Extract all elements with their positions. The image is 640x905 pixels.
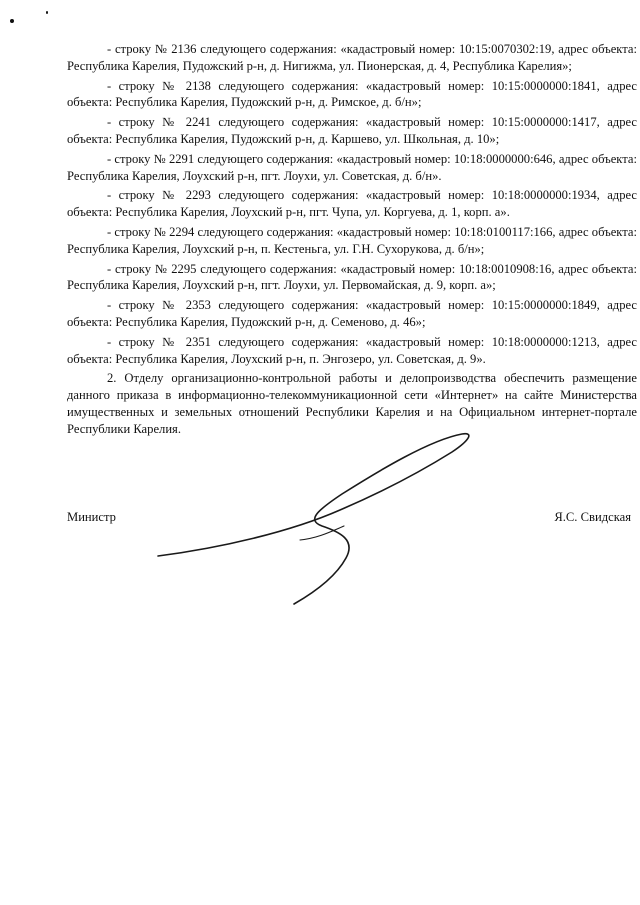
list-item: - строку № 2353 следующего содержания: «кадастровый номер: 10:15:0000000:1849, адрес объекта: Республика Карелия, Пудожский р-н, д. Семеново, д. 46»;	[67, 298, 637, 329]
signatory-name: Я.С. Свидская	[554, 510, 631, 524]
list-item: - строку № 2295 следующего содержания: «кадастровый номер: 10:18:0010908:16, адрес объекта: Республика Карелия, Лоухский р-н, пгт. Лоухи, ул. Первомайская, д. 9, корп. а»;	[67, 261, 637, 293]
scan-speck	[46, 11, 48, 14]
list-item: - строку № 2351 следующего содержания: «кадастровый номер: 10:18:0000000:1213, адрес объекта: Республика Карелия, Лоухский р-н, п. Энгозеро, ул. Советская, д. 9».	[67, 334, 637, 366]
list-item: - строку № 2241 следующего содержания: «кадастровый номер: 10:15:0000000:1417, адрес объекта: Республика Карелия, Пудожский р-н, д. Каршево, ул. Школьная, д. 10»;	[67, 115, 637, 146]
list-item: - строку № 2294 следующего содержания: «кадастровый номер: 10:18:0100117:166, адрес объекта: Республика Карелия, Лоухский р-н, п. Кестеньга, ул. Г.Н. Сухорукова, д. б/н»;	[67, 224, 637, 256]
paragraph-2: 2. Отделу организационно-контрольной работы и делопроизводства обеспечить размещение данного приказа в информационно-телекоммуникационной сети «Интернет» на сайте Министерства имущественных и земельных отношений Республики Карелия и на Официальном интернет-портале Республики Карелия.	[67, 371, 637, 436]
list-item: - строку № 2138 следующего содержания: «кадастровый номер: 10:15:0000000:1841, адрес объекта: Республика Карелия, Пудожский р-н, д. Римское, д. б/н»;	[67, 78, 637, 110]
scan-speck	[10, 19, 14, 23]
document-body	[67, 41, 637, 438]
list-item: - строку № 2291 следующего содержания: «кадастровый номер: 10:18:0000000:646, адрес объекта: Республика Карелия, Лоухский р-н, пгт. Лоухи, ул. Советская, д. б/н».	[67, 151, 637, 183]
signatory-title: Министр	[67, 510, 116, 524]
list-item: - строку № 2293 следующего содержания: «кадастровый номер: 10:18:0000000:1934, адрес объекта: Республика Карелия, Лоухский р-н, пгт. Чупа, ул. Коргуева, д. 1, корп. а».	[67, 188, 637, 220]
list-item: - строку № 2136 следующего содержания: «кадастровый номер: 10:15:0070302:19, адрес объекта: Республика Карелия, Пудожский р-н, д. Нигижма, ул. Пионерская, д. 4, Республика Карелия»;	[67, 42, 637, 73]
